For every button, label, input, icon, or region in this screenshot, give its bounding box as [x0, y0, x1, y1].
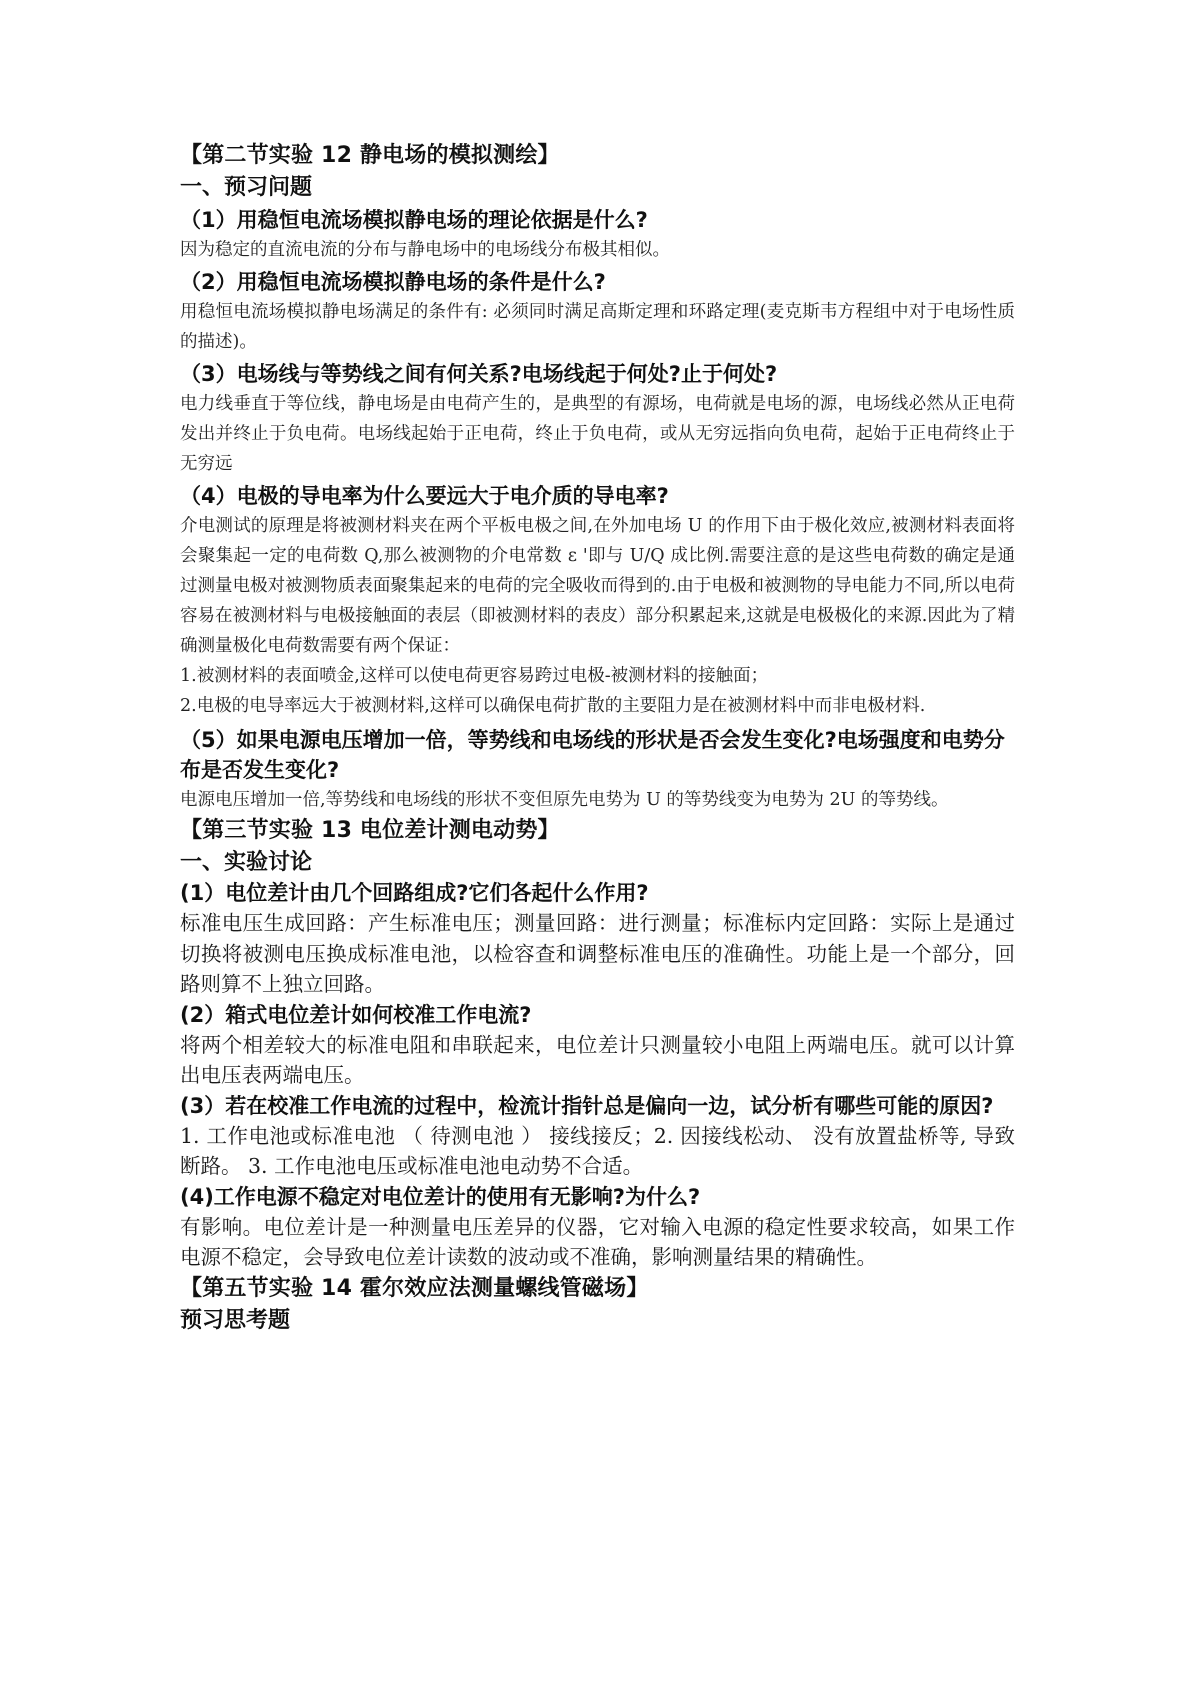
section-5-title: 【第五节实验 14 霍尔效应法测量螺线管磁场】: [180, 1275, 649, 1301]
sec2-answer-1: 因为稳定的直流电流的分布与静电场中的电场线分布极其相似。: [180, 240, 670, 260]
sec2-question-2: （2）用稳恒电流场模拟静电场的条件是什么?: [180, 270, 606, 294]
sec2-answer-4-item-1: 1.被测材料的表面喷金,这样可以使电荷更容易跨过电极-被测材料的接触面；: [180, 666, 769, 686]
sec2-answer-5: 电源电压增加一倍,等势线和电场线的形状不变但原先电势为 U 的等势线变为电势为 2U 的等势线。: [180, 790, 949, 810]
sec2-question-1: （1）用稳恒电流场模拟静电场的理论依据是什么?: [180, 208, 648, 232]
sec3-answer-4: 有影响。电位差计是一种测量电压差异的仪器，它对输入电源的稳定性要求较高，如果工作电源不稳定，会导致电位差计读数的波动或不准确，影响测量结果的精确性。: [180, 1214, 1015, 1269]
sec3-answer-1: 标准电压生成回路：产生标准电压；测量回路：进行测量；标准标内定回路：实际上是通过切换将被测电压换成标准电池，以检容查和调整标准电压的准确性。功能上是一个部分，回路则算不上独立回路。: [180, 911, 1015, 996]
sec3-question-4: (4)工作电源不稳定对电位差计的使用有无影响?为什么?: [180, 1184, 701, 1209]
sec2-answer-3: 电力线垂直于等位线，静电场是由电荷产生的，是典型的有源场，电荷就是电场的源，电场线必然从正电荷发出并终止于负电荷。电场线起始于正电荷，终止于负电荷，或从无穷远指向负电荷，起始于正电荷终止于无穷远: [180, 394, 1015, 474]
sec2-answer-2: 用稳恒电流场模拟静电场满足的条件有: 必须同时满足高斯定理和环路定理(麦克斯韦方程组中对于电场性质的描述)。: [180, 302, 1015, 352]
section-2-subtitle: 一、预习问题: [180, 175, 313, 200]
sec3-question-2: (2）箱式电位差计如何校准工作电流?: [180, 1002, 532, 1027]
sec2-answer-4-item-2: 2.电极的电导率远大于被测材料,这样可以确保电荷扩散的主要阻力是在被测材料中而非电极材料.: [180, 696, 926, 716]
sec3-question-3: (3）若在校准工作电流的过程中，检流计指针总是偏向一边，试分析有哪些可能的原因?: [180, 1093, 994, 1118]
sec2-answer-4: 介电测试的原理是将被测材料夹在两个平板电极之间,在外加电场 U 的作用下由于极化效应,被测材料表面将会聚集起一定的电荷数 Q,那么被测物的介电常数 ε '即与 U/Q 成比例.需要注意的是这些电荷数的确定是通过测量电极对被测物质表面聚集起来的电荷的完全吸收而得到的.由于电极和被测物的导电能力不同,所以电荷容易在被测材料与电极接触面的表层（即被测材料的表皮）部分积累起来,这就是电极极化的来源.因此为了精确测量极化电荷数需要有两个保证：: [180, 516, 1015, 656]
sec3-answer-2: 将两个相差较大的标准电阻和串联起来，电位差计只测量较小电阻上两端电压。就可以计算出电压表两端电压。: [180, 1032, 1015, 1087]
section-3-subtitle: 一、实验讨论: [180, 850, 313, 875]
sec3-question-1: (1）电位差计由几个回路组成?它们各起什么作用?: [180, 881, 649, 905]
section-5-subtitle: 预习思考题: [180, 1307, 291, 1333]
sec2-question-5: （5）如果电源电压增加一倍，等势线和电场线的形状是否会发生变化?电场强度和电势分布是否发生变化?: [180, 728, 1005, 782]
sec2-question-4: （4）电极的导电率为什么要远大于电介质的导电率?: [180, 484, 669, 508]
section-3-title: 【第三节实验 13 电位差计测电动势】: [180, 818, 560, 843]
document-page: [180, 140, 1015, 1336]
sec2-question-3: （3）电场线与等势线之间有何关系?电场线起于何处?止于何处?: [180, 362, 778, 386]
sec3-answer-3: 1. 工作电池或标准电池 （ 待测电池 ） 接线接反；2. 因接线松动、 没有放置盐桥等, 导致断路。 3. 工作电池电压或标准电池电动势不合适。: [180, 1123, 1015, 1178]
section-2-title: 【第二节实验 12 静电场的模拟测绘】: [180, 143, 560, 168]
